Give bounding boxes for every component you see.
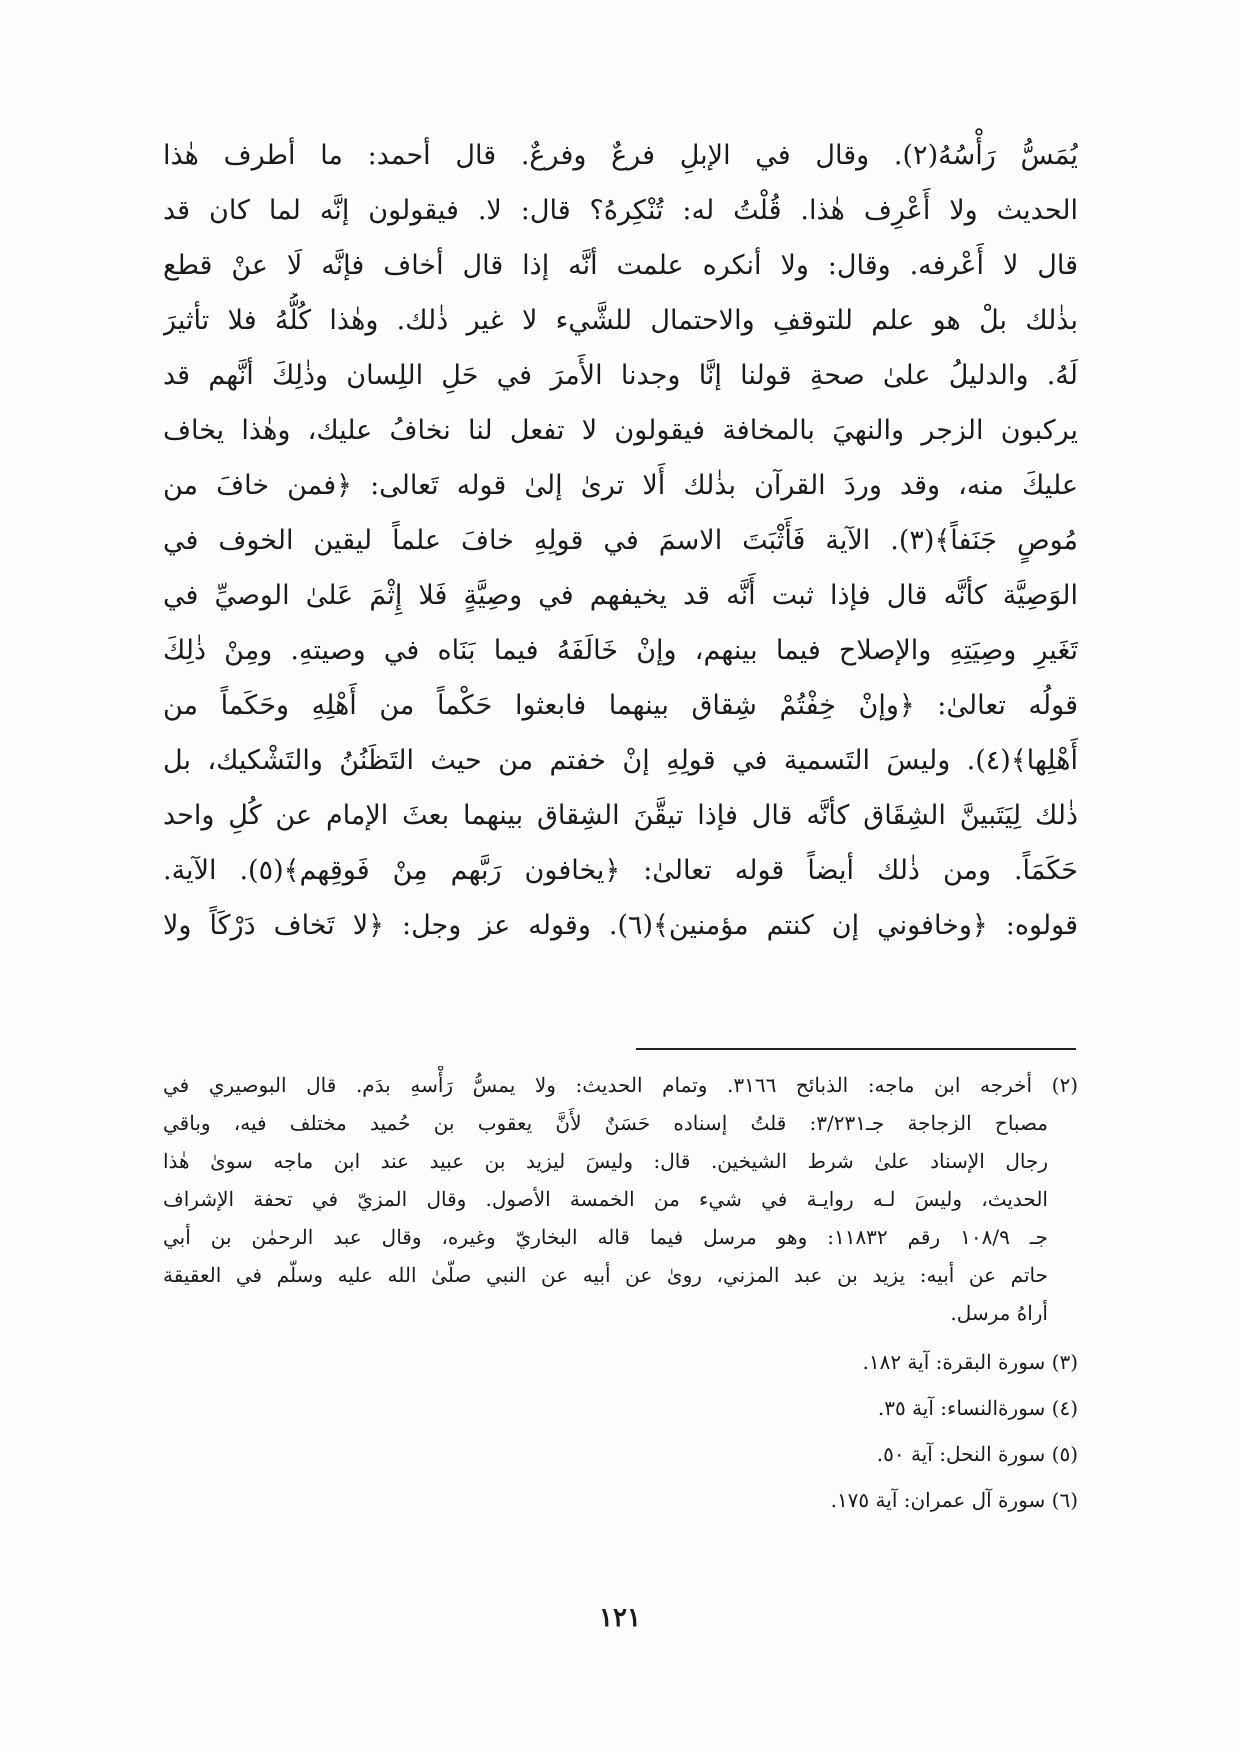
footnote-separator	[636, 1048, 1076, 1050]
main-text-line: أَهْلِها﴾(٤). وليسَ التَسمية في قولِهِ إنْ خفتم من حيث التَظَنُنُ والتَشْكيك، بل	[163, 745, 1078, 776]
main-text-line: بذٰلك بلْ هو علم للتوقفِ والاحتمال للشَّيء لا غير ذٰلك. وهٰذا كُلُّهُ فلا تأثيرَ	[163, 305, 1078, 336]
main-text-line: الوَصِيَّة كأنَّه قال فإذا ثبت أَنَّه قد يخيفهم في وصِيَّةٍ فَلا إِثْمَ عَلىٰ الوصيِّ في	[163, 580, 1078, 611]
page-number: ١٢١	[599, 1603, 641, 1633]
main-text-line: الحديث ولا أَعْرِف هٰذا. قُلْتُ له: تُنْكِرهُ؟ قال: لا. فيقولون إنَّه لما كان قد	[163, 195, 1078, 226]
main-text-line: ذٰلك لِيَتَبينَّ الشِقَاق كأنَّه قال فإذا تيقَّنَ الشِقاق بينهما بعثَ الإمام عن كُلِ واحد	[163, 800, 1078, 831]
main-text-line: تَغَيرِ وصِيَتِهِ والإصلاح فيما بينهم، وإنْ خَالَفَهُ فيما بَنَاه في وصيتهِ. ومِنْ ذٰلِكَ	[163, 635, 1078, 666]
footnote-line: أراهُ مرسل.	[950, 1301, 1048, 1325]
footnote-2	[163, 1066, 1078, 1332]
footnote-3: (٣) سورة البقرة: آية ١٨٢.	[862, 1350, 1078, 1374]
footnote-line: حاتم عن أبيه: يزيد بن عبد المزني، روىٰ عن أبيه عن النبي صلّىٰ الله عليه وسلّم في العقيقة	[163, 1263, 1048, 1287]
footnote-line: الحديث، وليسَ لـه روايـة في شيء من الخمسة الأصول. وقال المزيّ في تحفة الإشراف	[163, 1187, 1048, 1211]
footnote-line: مصباح الزجاجة جـ٣/٢٣١: قلتُ إسناده حَسَنٌ لأَنَّ يعقوب بن حُميد مختلف فيه، وباقي	[163, 1111, 1049, 1135]
main-text-line: يُمَسُّ رَأْسُهُ(٢). وقال في الإبلِ فرعٌ وفرعٌ. قال أحمد: ما أطرف هٰذا	[163, 140, 1078, 171]
footnote-5: (٥) سورة النحل: آية ٥٠.	[876, 1442, 1078, 1466]
main-text-line: عليكَ منه، وقد وردَ القرآن بذٰلك أَلا ترىٰ إلىٰ قوله تَعالى: ﴿فمن خافَ من	[163, 470, 1078, 501]
main-text	[163, 128, 1078, 953]
footnote-4: (٤) سورةالنساء: آية ٣٥.	[877, 1396, 1078, 1420]
footnotes	[163, 1066, 1078, 1520]
main-text-line: قولوه: ﴿وخافوني إن كنتم مؤمنين﴾(٦). وقوله عز وجل: ﴿لا تَخاف دَرْكَاً ولا	[163, 910, 1078, 941]
main-text-line: قولُه تعالىٰ: ﴿وإنْ خِفْتُمْ شِقاق بينهما فابعثوا حَكْماً من أَهْلِهِ وحَكَماً من	[163, 690, 1078, 721]
footnote-6: (٦) سورة آل عمران: آية ١٧٥.	[830, 1488, 1078, 1512]
main-text-line: يركبون الزجر والنهيَ بالمخافة فيقولون لا تفعل لنا نخافُ عليك، وهٰذا يخاف	[163, 415, 1078, 446]
footnote-line: جـ ١٠٨/٩ رقم ١١٨٣٢: وهو مرسل فيما قاله البخاريّ وغيره، وقال عبد الرحمٰن بن أبي	[163, 1225, 1048, 1249]
main-text-line: حَكَمَاً. ومن ذٰلك أيضاً قوله تعالىٰ: ﴿يخافون رَبَّهم مِنْ فَوقِهم﴾(٥). الآية.	[163, 855, 1078, 886]
main-text-line: قال لا أَعْرفه. وقال: ولا أنكره علمت أنَّه إذا قال أخاف فإنَّه لَا عنْ قطع	[163, 250, 1078, 281]
footnote-line: رجال الإسناد علىٰ شرط الشيخين. قال: وليسَ ليزيد بن عبيد عند ابن ماجه سوىٰ هٰذا	[163, 1149, 1048, 1173]
footnote-line: (٢) أخرجه ابن ماجه: الذبائح ٣١٦٦. وتمام الحديث: ولا يمسُّ رَأْسهِ بدَم. قال البوصيري في	[163, 1073, 1078, 1097]
main-text-line: مُوصٍ جَنَفاً﴾(٣). الآية فَأَثْبَتَ الاسمَ في قولِهِ خافَ علماً ليقين الخوف في	[163, 525, 1078, 556]
main-text-line: لَهُ. والدليلُ علىٰ صحةِ قولنا إنَّا وجدنا الأَمرَ في حَلِ اللِسان وذٰلِكَ أنَّهم قد	[163, 360, 1078, 391]
